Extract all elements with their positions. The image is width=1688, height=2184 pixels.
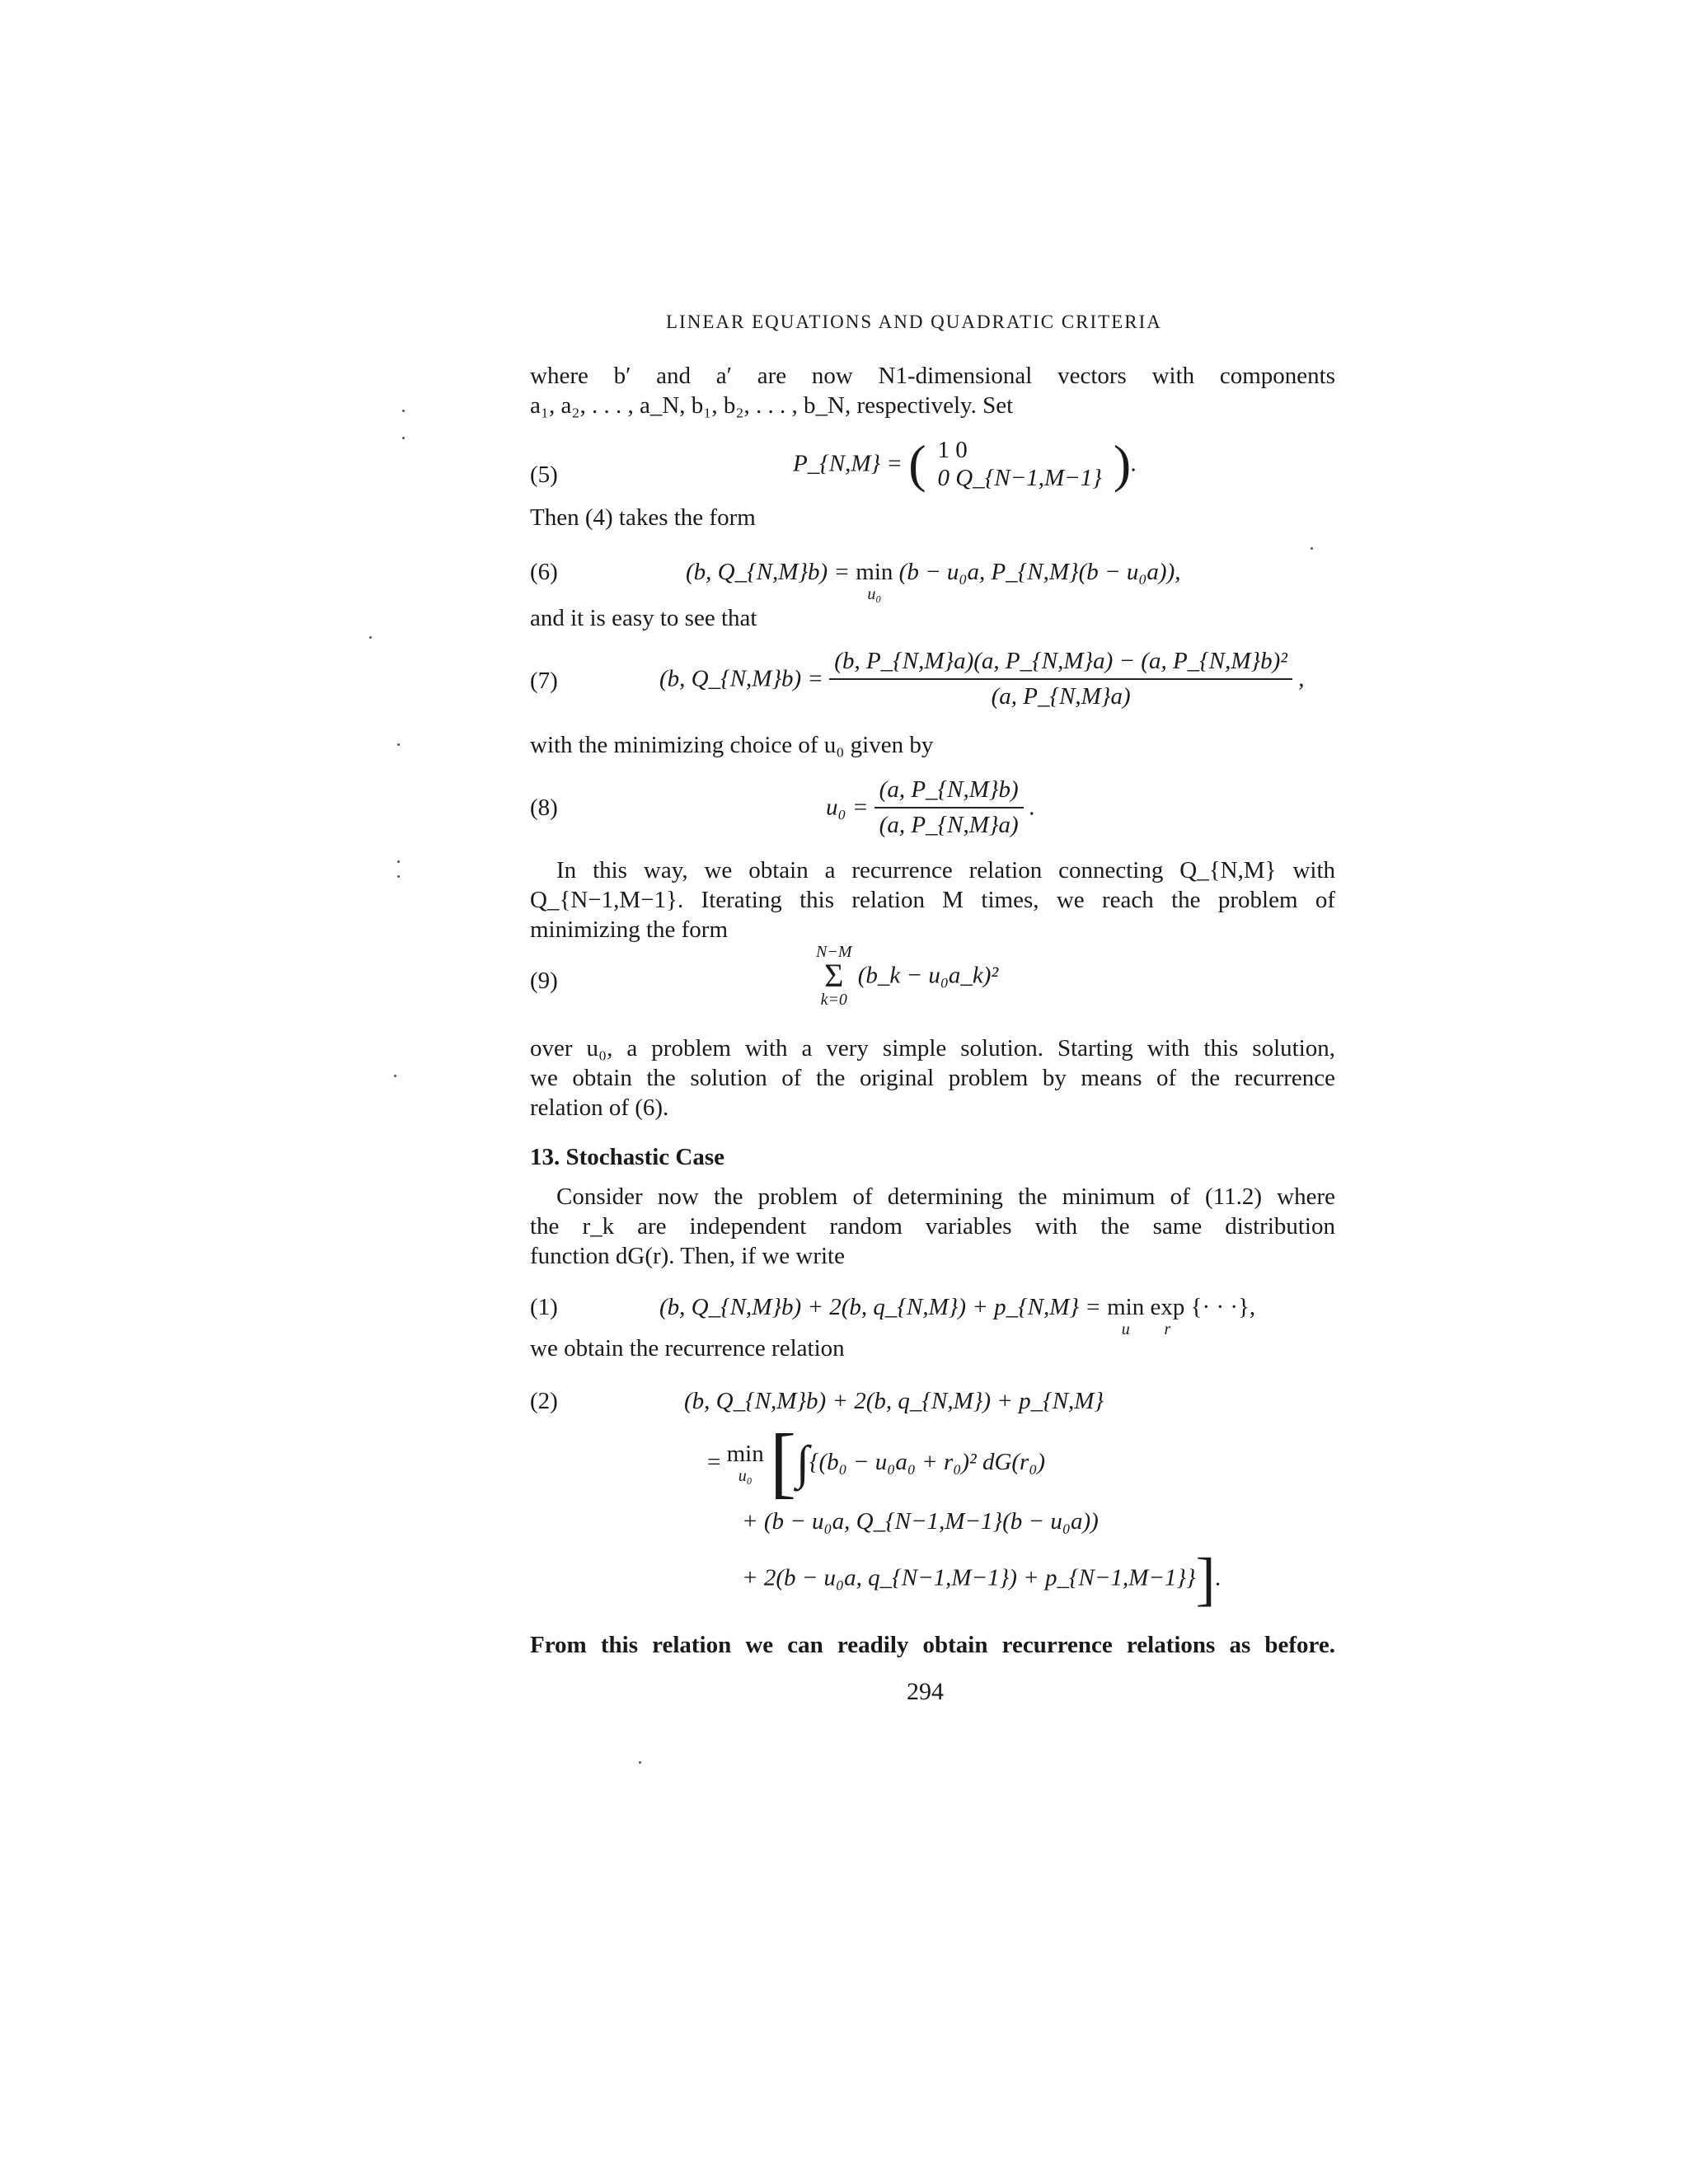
eq2-min: min u₀	[726, 1440, 764, 1485]
scan-speck	[397, 860, 400, 863]
eq1-exp: exp r	[1150, 1294, 1185, 1338]
text-recur: we obtain the recurrence relation	[530, 1335, 845, 1361]
scan-speck	[369, 636, 372, 639]
eq7-numerator: (b, P_{N,M}a)(a, P_{N,M}a) − (a, P_{N,M}b)²	[829, 648, 1292, 680]
eq2-label: (2)	[530, 1388, 558, 1414]
eq1-exp-sub: r	[1164, 1320, 1171, 1338]
eq1-min: min u	[1107, 1294, 1145, 1338]
scan-speck	[394, 1075, 396, 1077]
eq1-expression	[659, 1294, 1255, 1338]
section-title: 13. Stochastic Case	[530, 1144, 725, 1170]
eq2-right-bracket: ]	[1195, 1546, 1216, 1612]
eq2-line-1: (b, Q_{N,M}b) + 2(b, q_{N,M}) + p_{N,M}	[684, 1388, 1104, 1414]
eq8-expression	[826, 776, 1035, 839]
eq6-lhs: (b, Q_{N,M}b) =	[686, 559, 851, 585]
eq5-matrix	[926, 436, 1114, 492]
scan-speck	[402, 410, 405, 412]
eq2-left-bracket: [	[769, 1418, 796, 1506]
text-minchoice: with the minimizing choice of u₀ given by	[530, 732, 934, 758]
closing-line: From this relation we can readily obtain recurrence relations as before.	[530, 1632, 1335, 1658]
scan-speck	[1311, 547, 1313, 550]
eq7-fraction	[829, 648, 1292, 710]
eq9-body: (b_k − u₀a_k)²	[857, 962, 999, 989]
eq2-equals: =	[707, 1448, 721, 1475]
eq9-lower: k=0	[820, 991, 847, 1009]
eq9-expression	[816, 943, 998, 1009]
eq8-label: (8)	[530, 794, 558, 821]
eq8-tail: .	[1029, 794, 1036, 821]
eq5-right-paren: )	[1113, 434, 1132, 493]
eq8-denominator: (a, P_{N,M}a)	[879, 812, 1019, 838]
eq9-sum	[816, 943, 852, 1009]
stoch-line-3: function dG(r). Then, if we write	[530, 1243, 845, 1269]
recur-line-2: Q_{N−1,M−1}. Iterating this relation M times, we reach the problem of	[530, 887, 1335, 913]
eq7-expression	[659, 648, 1304, 710]
eq1-label: (1)	[530, 1294, 558, 1320]
eq1-min-sub: u	[1121, 1320, 1130, 1338]
page-number: 294	[907, 1678, 944, 1705]
recur-line-1: In this way, we obtain a recurrence relation connecting Q_{N,M} with	[556, 857, 1335, 883]
eq9-label: (9)	[530, 968, 558, 994]
scan-speck	[639, 1761, 641, 1764]
eq8-fraction	[874, 776, 1024, 839]
eq2-integral: ∫	[795, 1435, 809, 1489]
eq9-upper: N−M	[816, 943, 852, 961]
eq1-rhs: {· · ·},	[1190, 1294, 1256, 1320]
eq2-min-sub: u₀	[738, 1466, 753, 1485]
text-then: Then (4) takes the form	[530, 504, 756, 531]
eq6-label: (6)	[530, 559, 558, 585]
eq2-line-4-group: + 2(b − u₀a, q_{N−1,M−1}) + p_{N−1,M−1}}].	[742, 1546, 1221, 1612]
over-line-1: over u₀, a problem with a very simple solution. Starting with this solution,	[530, 1035, 1335, 1062]
stoch-line-1: Consider now the problem of determining the minimum of (11.2) where	[556, 1183, 1335, 1210]
eq5-row-1: 1 0	[937, 437, 968, 463]
eq7-denominator: (a, P_{N,M}a)	[991, 683, 1131, 710]
eq6-min: min u₀	[856, 559, 893, 603]
eq5-row-2: 0 Q_{N−1,M−1}	[937, 465, 1102, 491]
eq7-lhs: (b, Q_{N,M}b) =	[659, 665, 824, 692]
stoch-line-2: the r_k are independent random variables with the same distribution	[530, 1213, 1335, 1240]
eq6-min-sub: u₀	[867, 585, 882, 603]
eq8-lhs: u₀ =	[826, 794, 869, 821]
over-line-3: relation of (6).	[530, 1094, 669, 1121]
over-line-2: we obtain the solution of the original problem by means of the recurrence	[530, 1065, 1335, 1091]
eq7-tail: ,	[1298, 665, 1305, 692]
eq6-expression	[686, 559, 1181, 602]
eq5-expression: P_{N,M} = ( 1 0 0 Q_{N−1,M−1} ).	[793, 434, 1137, 493]
eq7-label: (7)	[530, 668, 558, 694]
eq5-label: (5)	[530, 462, 558, 488]
text-easy: and it is easy to see that	[530, 605, 757, 631]
eq2-line-2: {(b₀ − u₀a₀ + r₀)² dG(r₀)	[809, 1448, 1046, 1475]
eq9-sigma: Σ	[824, 957, 844, 994]
intro-line-1: where b′ and a′ are now N1-dimensional vectors with components	[530, 363, 1335, 389]
eq1-lhs: (b, Q_{N,M}b) + 2(b, q_{N,M}) + p_{N,M} =	[659, 1294, 1101, 1320]
eq2-line-2-group	[707, 1418, 1046, 1506]
eq5-left-paren: (	[908, 434, 926, 493]
eq8-numerator: (a, P_{N,M}b)	[874, 776, 1024, 808]
eq2-line-4: + 2(b − u₀a, q_{N−1,M−1}) + p_{N−1,M−1}}	[742, 1564, 1196, 1591]
running-header: LINEAR EQUATIONS AND QUADRATIC CRITERIA	[666, 312, 1162, 332]
recur-line-3: minimizing the form	[530, 916, 729, 943]
eq2-line-3: + (b − u₀a, Q_{N−1,M−1}(b − u₀a))	[742, 1508, 1099, 1535]
eq6-rhs: (b − u₀a, P_{N,M}(b − u₀a)),	[898, 559, 1181, 585]
intro-line-2: a₁, a₂, . . . , a_N, b₁, b₂, . . . , b_N, respectively. Set	[530, 392, 1014, 419]
scan-speck	[402, 437, 405, 439]
eq5-lhs: P_{N,M} =	[793, 450, 903, 477]
scan-speck	[397, 875, 400, 878]
scan-speck	[397, 743, 400, 746]
